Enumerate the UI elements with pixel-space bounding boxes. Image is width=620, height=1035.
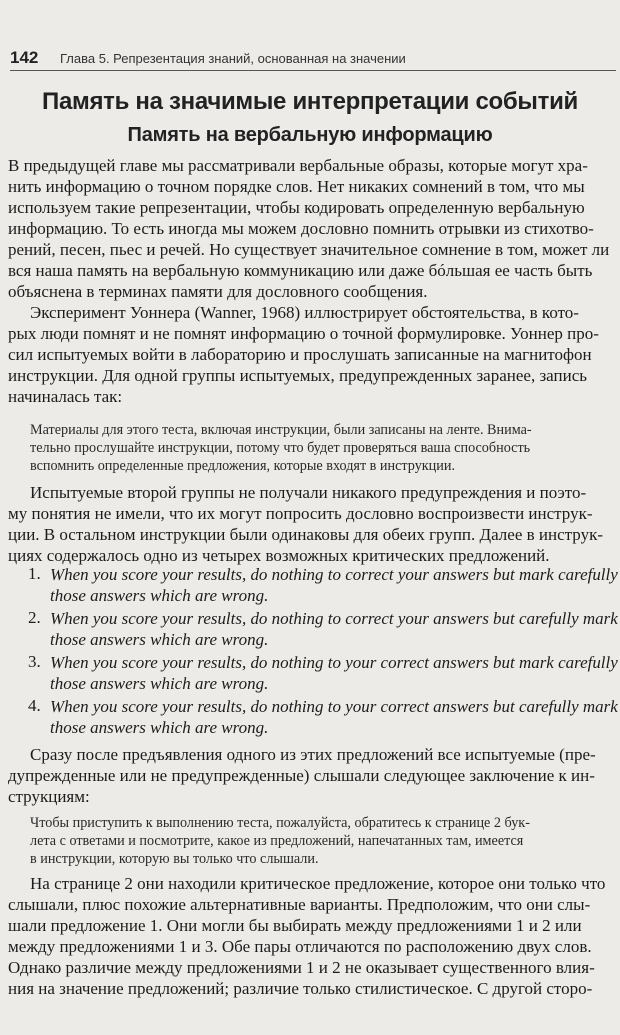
list-item-number: 4. xyxy=(28,696,41,715)
text-line: рений, песен, пьес и речей. Но существует значительное сомнение в том, может ли xyxy=(8,240,610,259)
text-line: рых люди помнят и не помнят информацию о точной формулировке. Уоннер про- xyxy=(8,324,599,343)
list-item-line: When you score your results, do nothing to your correct answers but mark carefully xyxy=(50,653,618,672)
text-line: Эксперимент Уоннера (Wanner, 1968) иллюстрирует обстоятельства, в кото- xyxy=(30,303,579,322)
text-line: начиналась так: xyxy=(8,387,123,406)
quote-line: в инструкции, которую вы только что слышали. xyxy=(30,851,319,867)
text-line: шали предложение 1. Они могли бы выбирать между предложениями 1 и 2 или xyxy=(8,916,582,935)
quote-line: Материалы для этого теста, включая инструкции, были записаны на ленте. Внима- xyxy=(30,422,532,438)
quote-line: вспомнить определенные предложения, которые входят в инструкции. xyxy=(30,458,456,474)
section-title: Память на значимые интерпретации событий xyxy=(42,88,578,115)
text-line: используем такие репрезентации, чтобы кодировать определенную вербальную xyxy=(8,198,585,217)
quote-line: Чтобы приступить к выполнению теста, пожалуйста, обратитесь к странице 2 бук- xyxy=(30,815,530,831)
text-line: Сразу после предъявления одного из этих предложений все испытуемые (пре- xyxy=(30,745,596,764)
list-item-line: those answers which are wrong. xyxy=(50,674,269,693)
list-item-line: When you score your results, do nothing to correct your answers but mark carefully xyxy=(50,565,618,584)
list-item-line: those answers which are wrong. xyxy=(50,630,269,649)
text-line: ции. В остальном инструкции были одинаковы для обеих групп. Далее в инструк- xyxy=(8,525,603,544)
text-line: Испытуемые второй группы не получали никакого предупреждения и поэто- xyxy=(30,483,587,502)
list-item-line: When you score your results, do nothing to your correct answers but carefully mark xyxy=(50,697,618,716)
text-line: между предложениями 1 и 3. Обе пары отличаются по расположению двух слов. xyxy=(8,937,592,956)
text-line: инструкции. Для одной группы испытуемых, предупрежденных заранее, запись xyxy=(8,366,587,385)
quote-line: лета с ответами и посмотрите, какое из предложений, напечатанных там, имеется xyxy=(30,833,524,849)
page-number: 142 xyxy=(10,48,39,67)
text-line: вся наша память на вербальную коммуникацию или даже бóльшая ее часть быть xyxy=(8,261,593,280)
text-line: нить информацию о точном порядке слов. Нет никаких сомнений в том, что мы xyxy=(8,177,585,196)
list-item-number: 3. xyxy=(28,652,41,671)
quote-line: тельно прослушайте инструкции, потому что будет проверяться ваша способность xyxy=(30,440,531,456)
text-line: объяснена в терминах памяти для дословного сообщения. xyxy=(8,282,428,301)
text-line: сил испытуемых войти в лабораторию и прослушать записанные на магнитофон xyxy=(8,345,592,364)
list-item-number: 2. xyxy=(28,608,41,627)
text-line: информацию. То есть иногда мы можем дословно помнить отрывки из стихотво- xyxy=(8,219,594,238)
text-line: му понятия не имели, что их могут попросить дословно воспроизвести инструк- xyxy=(8,504,593,523)
running-head: Глава 5. Репрезентация знаний, основанная на значении xyxy=(60,51,406,66)
list-item-line: those answers which are wrong. xyxy=(50,718,269,737)
text-line: слышали, плюс похожие альтернативные варианты. Предположим, что они слы- xyxy=(8,895,591,914)
text-line: ния на значение предложений; различие только стилистическое. С другой сторо- xyxy=(8,979,593,998)
text-line: струкциям: xyxy=(8,787,90,806)
text-line: В предыдущей главе мы рассматривали вербальные образы, которые могут хра- xyxy=(8,156,588,175)
text-line: дупрежденные или не предупрежденные) слышали следующее заключение к ин- xyxy=(8,766,595,785)
text-line: На странице 2 они находили критическое предложение, которое они только что xyxy=(30,874,606,893)
list-item-line: those answers which are wrong. xyxy=(50,586,269,605)
subsection-title: Память на вербальную информацию xyxy=(127,124,493,146)
text-line: циях содержалось одно из четырех возможных критических предложений. xyxy=(8,546,550,565)
list-item-number: 1. xyxy=(28,564,41,583)
text-line: Однако различие между предложениями 1 и 2 не оказывает существенного влия- xyxy=(8,958,595,977)
list-item-line: When you score your results, do nothing to correct your answers but carefully mark xyxy=(50,609,618,628)
